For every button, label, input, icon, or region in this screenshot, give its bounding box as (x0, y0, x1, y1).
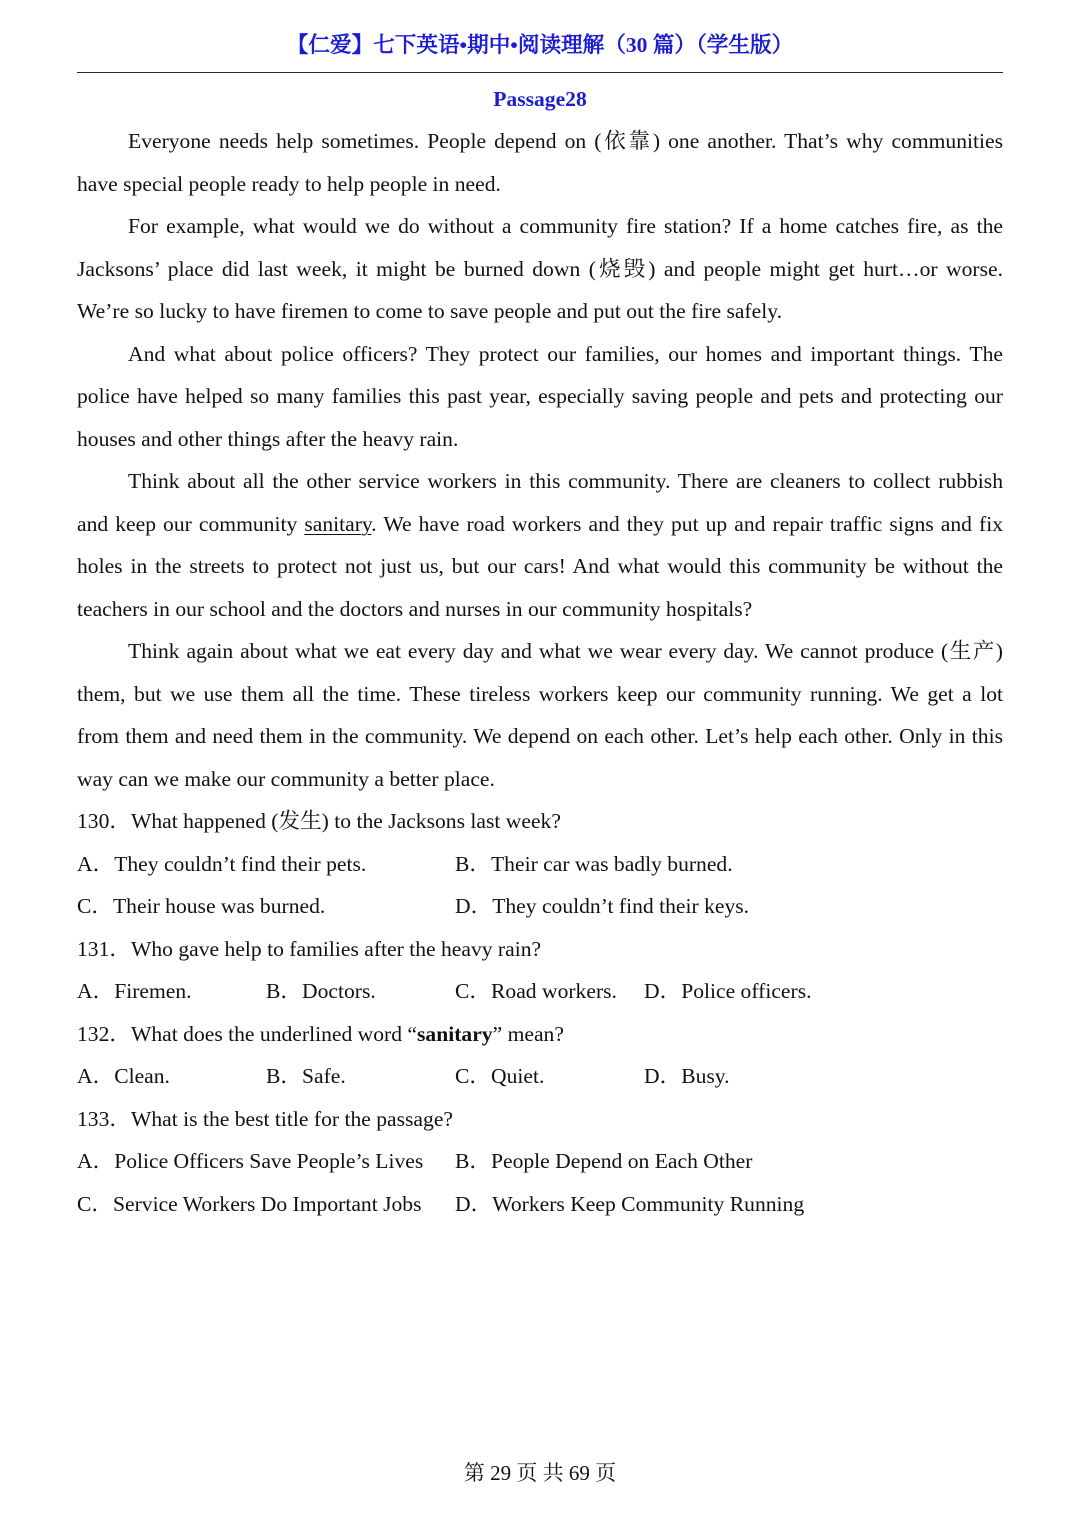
paragraph-1 (77, 120, 1003, 205)
option-d: D．Police officers. (644, 979, 812, 1004)
paragraph-4 (77, 460, 1003, 630)
option-row (77, 1140, 1003, 1183)
paragraph-line: And what about police officers? They protect our families, our homes and important things. The (128, 341, 1003, 366)
option-row (77, 885, 1003, 928)
question-stem: 133．What is the best title for the passage? (77, 1106, 453, 1131)
option-a: A．Clean. (77, 1064, 170, 1089)
page-number-footer: 第 29 页 共 69 页 (463, 1461, 617, 1485)
option-b: B．People Depend on Each Other (455, 1149, 753, 1174)
paragraph-line: Jacksons’ place did last week, it might be burned down (烧毁) and people might get hurt…or worse. (77, 256, 1003, 281)
option-row (77, 970, 1003, 1013)
paragraph-3 (77, 333, 1003, 461)
line-segment: and keep our community (77, 511, 305, 536)
option-a: A．They couldn’t find their pets. (77, 851, 367, 876)
paragraph-line: from them and need them in the community. We depend on each other. Let’s help each other. Only in this (77, 724, 1003, 749)
paragraph-line: way can we make our community a better place. (77, 766, 495, 791)
option-a: A．Firemen. (77, 979, 192, 1004)
paragraph-line: them, but we use them all the time. These tireless workers keep our community running. We get a lot (77, 681, 1003, 706)
passage-title: Passage28 (493, 86, 587, 111)
paragraph-line: teachers in our school and the doctors and nurses in our community hospitals? (77, 596, 753, 621)
option-c: C．Their house was burned. (77, 894, 326, 919)
option-b: B．Doctors. (266, 979, 376, 1004)
paragraph-line: Everyone needs help sometimes. People depend on (依靠) one another. That’s why communities (128, 129, 1003, 154)
paragraph-line: holes in the streets to protect not just us, but our cars! And what would this community be without the (77, 554, 1003, 579)
question-stem-text: 132．What does the underlined word “ (77, 1021, 418, 1046)
option-row (77, 843, 1003, 886)
paragraph-5 (77, 630, 1003, 800)
option-d: D．They couldn’t find their keys. (455, 894, 750, 919)
question-130 (77, 800, 1003, 928)
option-b: B．Their car was badly burned. (455, 851, 733, 876)
option-d: D．Workers Keep Community Running (455, 1191, 805, 1216)
question-stem-text: ” mean? (492, 1021, 564, 1046)
option-b: B．Safe. (266, 1064, 346, 1089)
document-header-title: 【仁爱】七下英语•期中•阅读理解（30 篇）（学生版） (286, 33, 794, 57)
line-segment: . We have road workers and they put up and repair traffic signs and fix (371, 511, 1003, 536)
paragraph-2 (77, 205, 1003, 333)
paragraph-line: We’re so lucky to have firemen to come to save people and put out the fire safely. (77, 299, 783, 324)
paragraph-line: have special people ready to help people in need. (77, 171, 501, 196)
paragraph-line: Think again about what we eat every day and what we wear every day. We cannot produce (生产) (128, 639, 1003, 664)
underlined-word-sanitary: sanitary (304, 511, 372, 536)
paragraph-line (77, 503, 1003, 546)
document-content (77, 78, 1003, 1226)
paragraph-line: police have helped so many families this past year, especially saving people and pets and protecting our (77, 384, 1003, 409)
question-keyword: sanitary (417, 1021, 493, 1046)
paragraph-line: For example, what would we do without a community fire station? If a home catches fire, as the (128, 214, 1003, 239)
option-c: C．Road workers. (455, 979, 617, 1004)
option-c: C．Service Workers Do Important Jobs (77, 1191, 422, 1216)
option-row (77, 1055, 1003, 1098)
option-row (77, 1183, 1003, 1226)
header-divider (77, 72, 1003, 73)
question-stem: 130．What happened (发生) to the Jacksons last week? (77, 809, 561, 834)
paragraph-line: houses and other things after the heavy rain. (77, 426, 459, 451)
option-c: C．Quiet. (455, 1064, 545, 1089)
question-131 (77, 928, 1003, 1013)
option-d: D．Busy. (644, 1064, 730, 1089)
question-132 (77, 1013, 1003, 1098)
paragraph-line: Think about all the other service workers in this community. There are cleaners to collect rubbish (128, 469, 1003, 494)
question-133 (77, 1098, 1003, 1226)
option-a: A．Police Officers Save People’s Lives (77, 1149, 424, 1174)
question-stem (77, 1013, 1003, 1056)
question-stem: 131．Who gave help to families after the heavy rain? (77, 936, 542, 961)
